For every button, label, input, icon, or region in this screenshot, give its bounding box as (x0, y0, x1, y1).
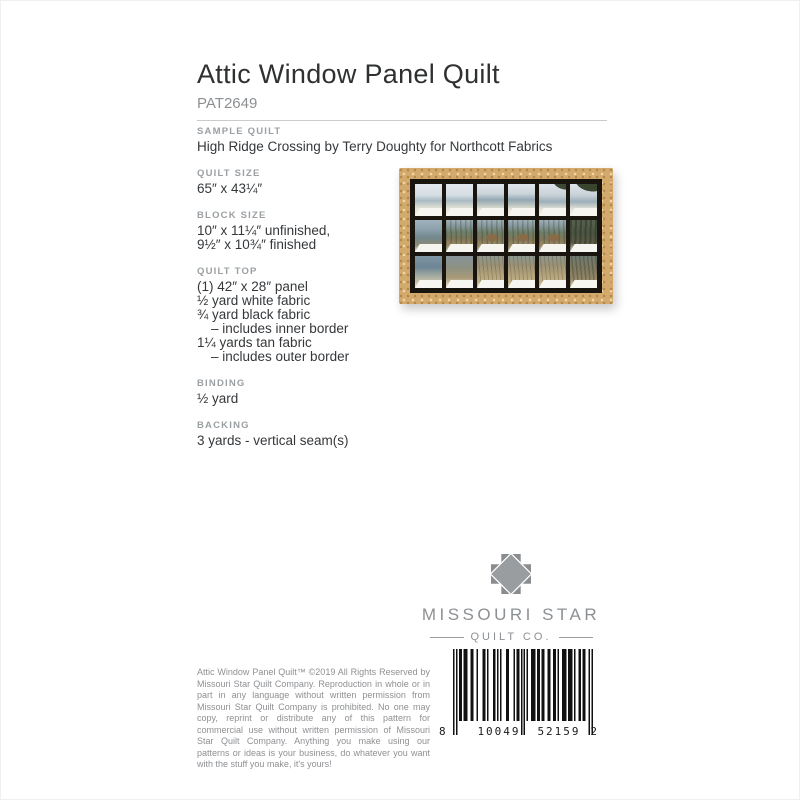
logo-subtitle (411, 631, 611, 643)
quilt-window-block (508, 220, 535, 252)
quilt-window-block (508, 256, 535, 288)
quilt-window-block (415, 256, 442, 288)
section-line: ½ yard white fabric (197, 293, 311, 308)
quilt-window-block (477, 256, 504, 288)
section-line: 3 yards - vertical seam(s) (197, 433, 349, 448)
spec-section-binding (197, 378, 607, 406)
barcode-digit-right: 52159 (537, 725, 581, 738)
section-line: High Ridge Crossing by Terry Doughty for Northcott Fabrics (197, 139, 553, 154)
section-line: 65″ x 43¼″ (197, 181, 263, 196)
section-label: BINDING (197, 378, 246, 389)
quilt-window-block (415, 184, 442, 216)
barcode-digit-left: 10049 (477, 725, 521, 738)
section-line: 1¼ yards tan fabric (197, 335, 312, 350)
quilt-window-block (477, 220, 504, 252)
section-line: – includes inner border (211, 321, 349, 336)
spec-section-backing (197, 420, 607, 448)
section-line: (1) 42″ x 28″ panel (197, 279, 308, 294)
quilt-window-block (570, 184, 597, 216)
section-label: BACKING (197, 420, 250, 431)
section-label: SAMPLE QUILT (197, 126, 282, 137)
quilt-window-block (539, 256, 566, 288)
section-line: 10″ x 11¼″ unfinished, (197, 223, 331, 238)
quilt-window-block (446, 220, 473, 252)
quilt-window-block (415, 220, 442, 252)
missouri-star-icon (484, 549, 538, 599)
quilt-window-block (570, 220, 597, 252)
quilt-window-block (539, 220, 566, 252)
quilt-window-block (446, 184, 473, 216)
quilt-window-block (446, 256, 473, 288)
barcode-digit-trail: 2 (590, 725, 597, 738)
quilt-window-block (539, 184, 566, 216)
barcode-bars (453, 649, 593, 735)
divider-line (197, 120, 607, 121)
logo-rule-right (559, 637, 593, 638)
logo-subname: QUILT CO. (470, 631, 552, 643)
pattern-number: PAT2649 (197, 95, 258, 112)
missouri-star-logo (411, 549, 611, 643)
quilt-grid (410, 179, 602, 293)
section-line: ¾ yard black fabric (197, 307, 311, 322)
section-line: ½ yard (197, 391, 239, 406)
page-title: Attic Window Panel Quilt (197, 59, 500, 89)
section-label: BLOCK SIZE (197, 210, 267, 221)
logo-rule-left (430, 637, 464, 638)
section-label: QUILT SIZE (197, 168, 261, 179)
logo-name: MISSOURI STAR (421, 605, 601, 624)
spec-section-sample-quilt (197, 126, 607, 154)
barcode-digit-lead: 8 (439, 725, 446, 738)
copyright-text: Attic Window Panel Quilt™ ©2019 All Rights Reserved by Missouri Star Quilt Company. Reproduction in whole or in part in any language without written permission from Missouri Star Quilt Company is prohibited. No one may copy, reprint or distribute any of this pattern for commercial use without written permission of Missouri Star Quilt Company. Anything you make using our patterns or ideas is your business, do whatever you want with the stuff you make, it's yours! (197, 667, 430, 769)
quilt-window-block (477, 184, 504, 216)
quilt-window-block (508, 184, 535, 216)
barcode (439, 649, 597, 749)
quilt-window-block (570, 256, 597, 288)
section-line: – includes outer border (211, 349, 350, 364)
section-label: QUILT TOP (197, 266, 258, 277)
quilt-photo (399, 168, 613, 304)
section-line: 9½″ x 10¾″ finished (197, 237, 317, 252)
